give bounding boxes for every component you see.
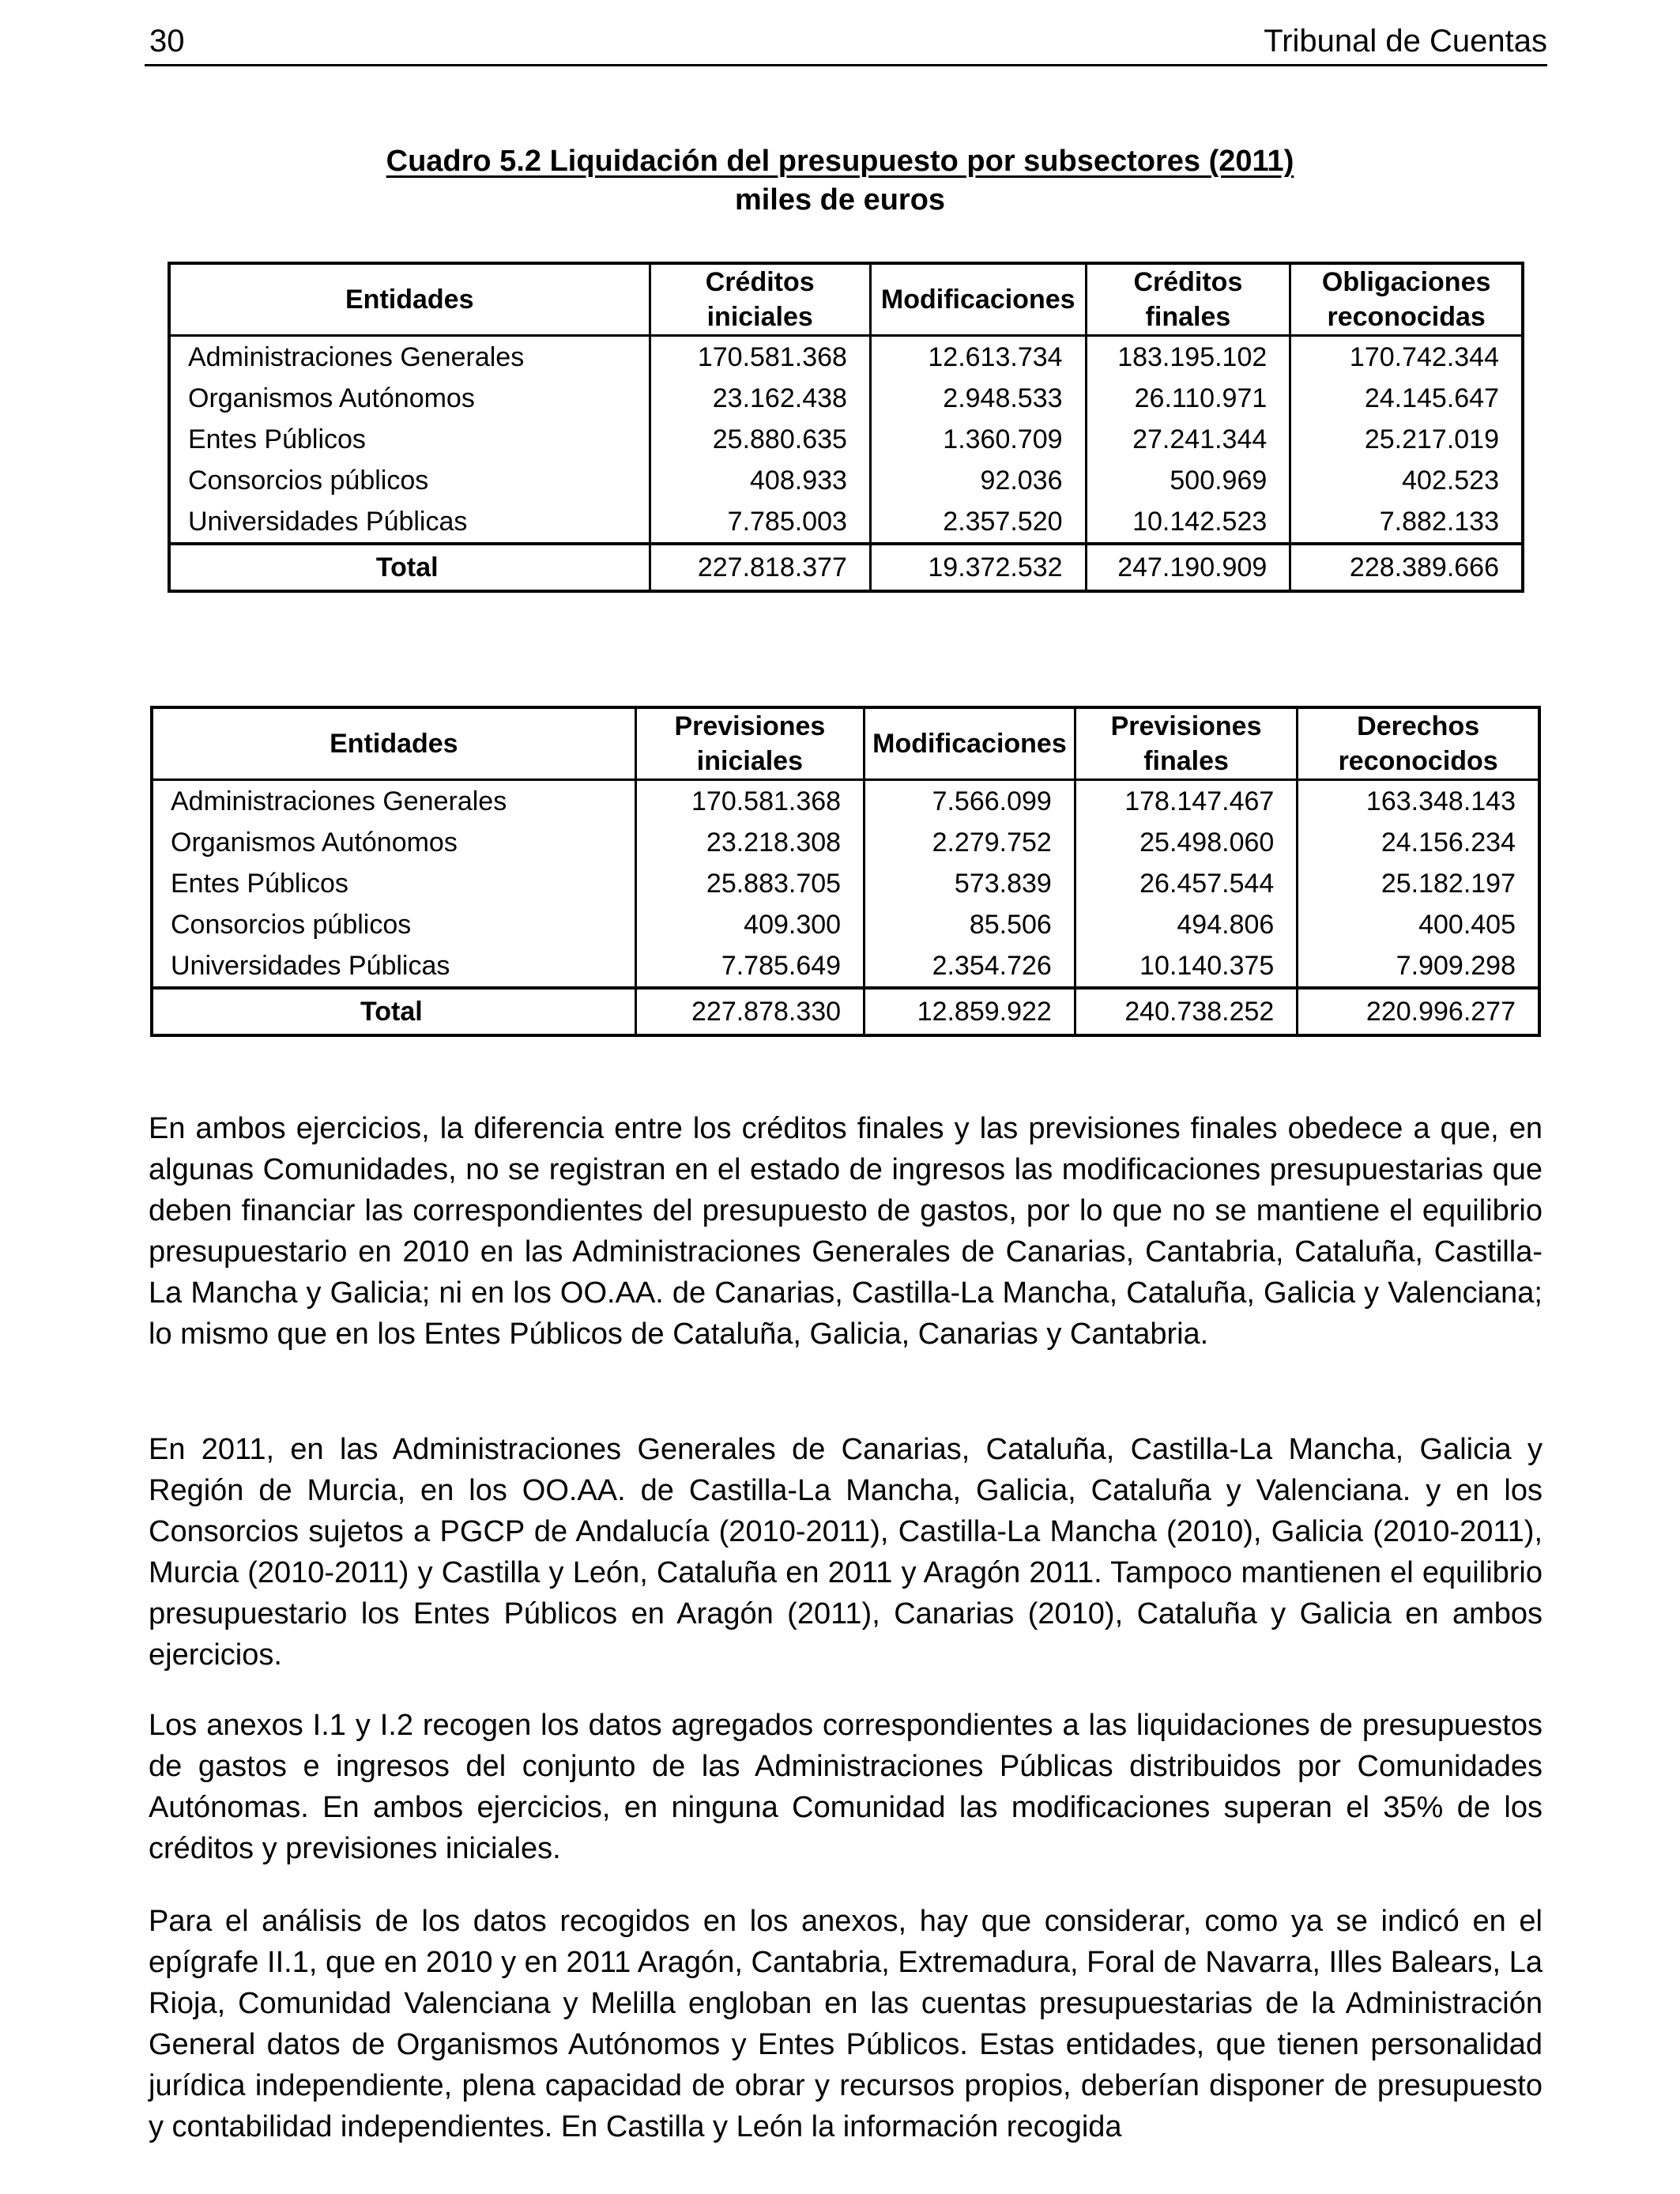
row-value: 23.218.308	[635, 822, 864, 863]
table-caption-title: Cuadro 5.2 Liquidación del presupuesto por subsectores (2011)	[386, 145, 1294, 178]
total-row	[152, 988, 1539, 1035]
header-line: finales	[1143, 746, 1229, 776]
row-value: 178.147.467	[1075, 780, 1297, 823]
row-value: 26.457.544	[1075, 863, 1297, 904]
row-value: 2.948.533	[870, 378, 1086, 419]
body-paragraph: Los anexos I.1 y I.2 recogen los datos agregados correspondientes a las liquidaciones de presupuestos de gastos e ingresos del conjunto de las Administraciones Públicas distribuidos por Comunidades Autónomas. En ambos ejercicios, en ninguna Comunidad las modificaciones superan el 35% de los créditos y previsiones iniciales.	[149, 1709, 1543, 1865]
row-entity: Entes Públicos	[169, 419, 650, 460]
expenditure-table	[168, 262, 1524, 593]
row-value: 12.613.734	[870, 336, 1086, 379]
row-value: 7.909.298	[1298, 945, 1539, 988]
row-value: 408.933	[650, 460, 870, 501]
header-entidades: Entidades	[152, 707, 635, 780]
row-value: 25.880.635	[650, 419, 870, 460]
total-label: Total	[169, 544, 650, 591]
body-paragraph: En 2011, en las Administraciones Generales de Canarias, Cataluña, Castilla-La Mancha, Galicia y Región de Murcia, en los OO.AA. de Castilla-La Mancha, Galicia, Cataluña y Valenciana. y en los Consorcios sujetos a PGCP de Andalucía (2010-2011), Castilla-La Mancha (2010), Galicia (2010-2011), Murcia (2010-2011) y Castilla y León, Cataluña en 2011 y Aragón 2011. Tampoco mantienen el equilibrio presupuestario los Entes Públicos en Aragón (2011), Canarias (2010), Cataluña y Galicia en ambos ejercicios.	[149, 1433, 1543, 1672]
header-line: Previsiones	[1110, 711, 1262, 741]
total-row	[169, 544, 1523, 591]
row-value: 23.162.438	[650, 378, 870, 419]
row-value: 170.742.344	[1290, 336, 1523, 379]
table-header-row	[152, 707, 1539, 780]
row-value: 7.785.003	[650, 501, 870, 544]
header-creditos-finales	[1086, 263, 1290, 336]
row-value: 85.506	[864, 904, 1075, 945]
table-row	[169, 336, 1523, 379]
table-row	[169, 460, 1523, 501]
table-header-row	[169, 263, 1523, 336]
row-value: 2.354.726	[864, 945, 1075, 988]
table-row	[152, 863, 1539, 904]
table-caption-subtitle: miles de euros	[734, 183, 946, 217]
row-value: 494.806	[1075, 904, 1297, 945]
table-row	[169, 378, 1523, 419]
row-entity: Organismos Autónomos	[152, 822, 635, 863]
total-label: Total	[152, 988, 635, 1035]
table-row	[152, 945, 1539, 988]
row-value: 2.279.752	[864, 822, 1075, 863]
total-value: 247.190.909	[1086, 544, 1290, 591]
row-value: 402.523	[1290, 460, 1523, 501]
row-value: 573.839	[864, 863, 1075, 904]
header-line: iniciales	[696, 746, 803, 776]
body-paragraph: Para el análisis de los datos recogidos en los anexos, hay que considerar, como ya se indicó en el epígrafe II.1, que en 2010 y en 2011 Aragón, Cantabria, Extremadura, Foral de Navarra, Illes Balears, La Rioja, Comunidad Valenciana y Melilla engloban en las cuentas presupuestarias de la Administración General datos de Organismos Autónomos y Entes Públicos. Estas entidades, que tienen personalidad jurídica independiente, plena capacidad de obrar y recursos propios, deberían disponer de presupuesto y contabilidad independientes. En Castilla y León la información recogida	[149, 1905, 1543, 2143]
row-value: 400.405	[1298, 904, 1539, 945]
header-previsiones-iniciales	[635, 707, 864, 780]
table-row	[169, 501, 1523, 544]
row-value: 170.581.368	[635, 780, 864, 823]
row-value: 2.357.520	[870, 501, 1086, 544]
row-value: 500.969	[1086, 460, 1290, 501]
header-modificaciones: Modificaciones	[864, 707, 1075, 780]
row-value: 7.566.099	[864, 780, 1075, 823]
row-value: 25.182.197	[1298, 863, 1539, 904]
table-row	[169, 419, 1523, 460]
total-value: 220.996.277	[1298, 988, 1539, 1035]
row-entity: Consorcios públicos	[169, 460, 650, 501]
header-previsiones-finales	[1075, 707, 1297, 780]
row-entity: Administraciones Generales	[169, 336, 650, 379]
row-value: 10.140.375	[1075, 945, 1297, 988]
header-derechos-reconocidos	[1298, 707, 1539, 780]
page-header	[145, 17, 1547, 66]
header-title: Tribunal de Cuentas	[1264, 24, 1547, 58]
row-value: 163.348.143	[1298, 780, 1539, 823]
header-line: reconocidas	[1327, 302, 1486, 332]
header-line: reconocidos	[1338, 746, 1498, 776]
total-value: 240.738.252	[1075, 988, 1297, 1035]
table-row	[152, 904, 1539, 945]
table-row	[152, 780, 1539, 823]
row-value: 24.156.234	[1298, 822, 1539, 863]
total-value: 227.878.330	[635, 988, 864, 1035]
header-entidades: Entidades	[169, 263, 650, 336]
row-value: 92.036	[870, 460, 1086, 501]
row-entity: Universidades Públicas	[169, 501, 650, 544]
header-line: finales	[1145, 302, 1231, 332]
row-entity: Consorcios públicos	[152, 904, 635, 945]
row-value: 1.360.709	[870, 419, 1086, 460]
table-row	[152, 822, 1539, 863]
row-entity: Universidades Públicas	[152, 945, 635, 988]
row-value: 25.883.705	[635, 863, 864, 904]
header-line: Derechos	[1357, 711, 1480, 741]
row-value: 170.581.368	[650, 336, 870, 379]
total-value: 19.372.532	[870, 544, 1086, 591]
row-value: 25.498.060	[1075, 822, 1297, 863]
body-paragraph: En ambos ejercicios, la diferencia entre los créditos finales y las previsiones finales obedece a que, en algunas Comunidades, no se registran en el estado de ingresos las modificaciones presupuestarias que deben financiar las correspondientes del presupuesto de gastos, por lo que no se mantiene el equilibrio presupuestario en 2010 en las Administraciones Generales de Canarias, Cantabria, Cataluña, Castilla-La Mancha y Galicia; ni en los OO.AA. de Canarias, Castilla-La Mancha, Cataluña, Galicia y Valenciana; lo mismo que en los Entes Públicos de Cataluña, Galicia, Canarias y Cantabria.	[149, 1112, 1543, 1351]
row-value: 25.217.019	[1290, 419, 1523, 460]
row-value: 7.882.133	[1290, 501, 1523, 544]
total-value: 227.818.377	[650, 544, 870, 591]
row-value: 7.785.649	[635, 945, 864, 988]
row-value: 10.142.523	[1086, 501, 1290, 544]
row-entity: Entes Públicos	[152, 863, 635, 904]
row-value: 26.110.971	[1086, 378, 1290, 419]
row-entity: Administraciones Generales	[152, 780, 635, 823]
header-obligaciones-reconocidas	[1290, 263, 1523, 336]
total-value: 228.389.666	[1290, 544, 1523, 591]
header-line: iniciales	[706, 302, 813, 332]
revenue-table	[150, 706, 1541, 1037]
row-value: 183.195.102	[1086, 336, 1290, 379]
header-creditos-iniciales	[650, 263, 870, 336]
page-number: 30	[149, 24, 185, 58]
row-entity: Organismos Autónomos	[169, 378, 650, 419]
row-value: 27.241.344	[1086, 419, 1290, 460]
header-line: Créditos	[1133, 267, 1243, 297]
header-modificaciones: Modificaciones	[870, 263, 1086, 336]
total-value: 12.859.922	[864, 988, 1075, 1035]
header-line: Obligaciones	[1321, 267, 1491, 297]
row-value: 409.300	[635, 904, 864, 945]
header-line: Previsiones	[674, 711, 826, 741]
header-line: Créditos	[705, 267, 815, 297]
row-value: 24.145.647	[1290, 378, 1523, 419]
